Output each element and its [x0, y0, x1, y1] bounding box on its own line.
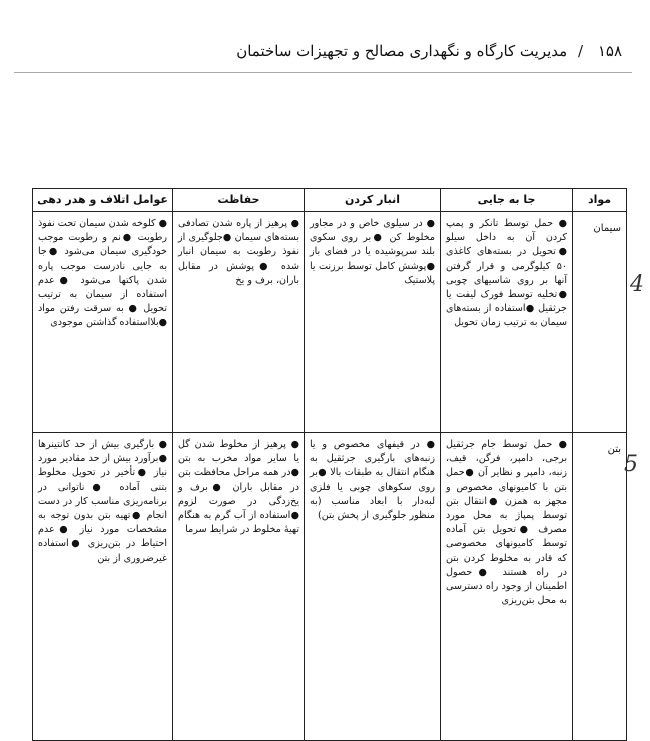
margin-mark-5: 5 [624, 452, 638, 477]
page-number: ۱۵۸ [597, 42, 622, 60]
cell-protection: ● پرهیز از پاره شدن تصادفی بسته‌های سیمان ●جلوگیری از نفوذ رطوبت به سیمان انبار شده ●پوشش در مقابل باران، برف و یخ [173, 212, 305, 433]
margin-mark-4: 4 [630, 272, 644, 297]
cell-transport: ● حمل توسط جام جرثقیل برجی، دامپر، فرگن، قیف، زنبه، دامپر و نظایر آن ●حمل بتن با کامیونهای مخصوص و مجهز به همزن ●انتقال بتن توسط پمپاژ به محل مورد مصرف ●تحویل بتن آماده توسط کامیونهای مخصوصی که قادر به مخلوط کردن بتن در راه هستند ●حصول اطمینان از وجود راه دسترسی به محل بتن‌ریزی [441, 433, 573, 741]
cell-waste: ● کلوخه شدن سیمان تحت نفوذ رطوبت ●نم و رطوبت موجب خودگیری سیمان می‌شود ●جا به جایی نادرست موجب پاره شدن پاکتها می‌شود ●عدم استفاده از سیمان به ترتیب تحویل ● به سرقت رفتن مواد ●بلااستفاده گذاشتن موجودی [33, 212, 173, 433]
header-separator: / [577, 42, 584, 60]
page-title: مدیریت کارگاه و نگهداری مصالح و تجهیزات ساختمان [236, 42, 568, 60]
cell-material: بتن [573, 433, 627, 741]
table-row [33, 212, 627, 433]
column-header-material: مواد [573, 189, 627, 212]
cell-waste: ● بارگیری بیش از حد کانتینرها ●برآورد بیش از حد مقادیر مورد نیاز ●تأخیر در تحویل مخلوط بتنی آماده ●ناتوانی در برنامه‌ریزی مناسب کار در دست انجام ●تهیه بتن بدون توجه به مشخصات مورد نیاز ●عدم احتیاط در بتن‌ریزی ●استفاده غیرضروری از بتن [33, 433, 173, 741]
column-header-protection: حفاظت [173, 189, 305, 212]
cell-transport: ● حمل توسط تانکر و پمپ کردن آن به داخل سیلو ●تحویل در بسته‌های کاغذی ۵۰ کیلوگرمی و قرار گرفتن آنها بر روی شاسیهای چوبی ●تخلیه توسط فورک لیفت یا جرثقیل ●استفاده از بسته‌های سیمان به ترتیب زمان تحویل [441, 212, 573, 433]
column-header-transport: جا به جایی [441, 189, 573, 212]
column-header-waste: عوامل اتلاف و هدر دهی [33, 189, 173, 212]
cell-storage: ● در سیلوی خاص و در مجاور مخلوط کن ●بر روی سکوی بلند سرپوشیده یا در فضای باز ●پوشش کامل توسط برزنت یا پلاستیک [305, 212, 441, 433]
table-header-row [33, 189, 627, 212]
table-row [33, 433, 627, 741]
page-header [20, 36, 622, 66]
cell-storage: ● در قیفهای مخصوص و یا زنبه‌های بارگیری جرثقیل به هنگام انتقال به طبقات بالا ●بر روی سکوهای چوبی یا فلزی لبه‌دار با ابعاد مناسب (به منظور جلوگیری از پخش بتن) [305, 433, 441, 741]
cell-material: سیمان [573, 212, 627, 433]
cell-protection: ● پرهیز از مخلوط شدن گل یا سایر مواد مخرب به بتن ●در همه مراحل محافظت بتن در مقابل باران ●برف و یخ‌زدگی در صورت لزوم ●استفاده از آب گرم به هنگام تهیهٔ مخلوط در شرایط سرما [173, 433, 305, 741]
materials-table-wrapper [32, 188, 626, 741]
column-header-storage: انبار کردن [305, 189, 441, 212]
materials-table [32, 188, 627, 741]
header-rule [14, 72, 632, 73]
